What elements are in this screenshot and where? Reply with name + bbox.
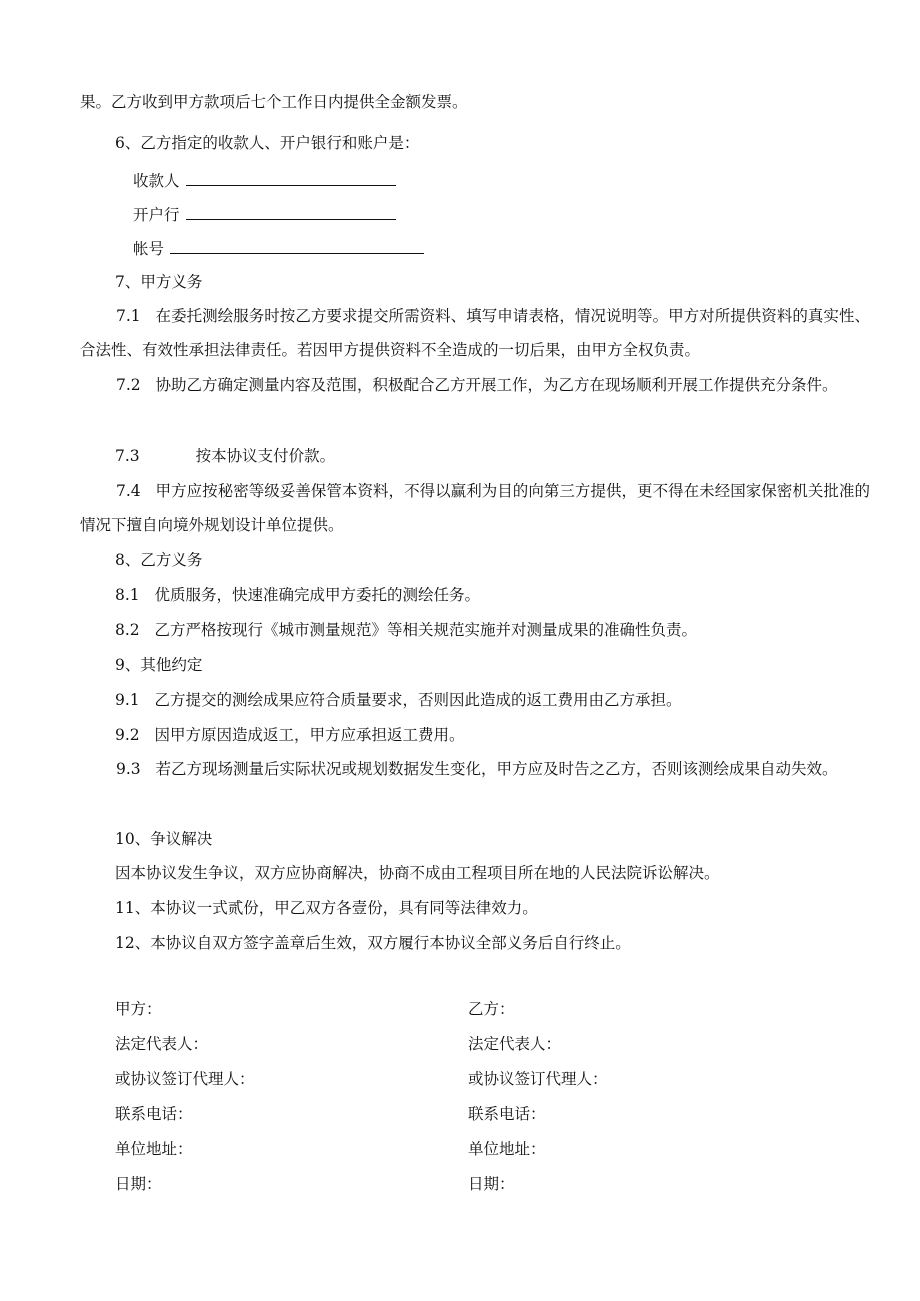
section-7-title: 7、甲方义务: [115, 273, 203, 291]
party-b-address: 单位地址：: [468, 1140, 546, 1158]
clause-7-2-text: 协助乙方确定测量内容及范围，积极配合乙方开展工作，为乙方在现场顺利开展工作提供充分条件。: [155, 376, 838, 394]
party-a-agent: 或协议签订代理人：: [115, 1070, 255, 1088]
section-6-title: 6、乙方指定的收款人、开户银行和账户是：: [115, 134, 420, 152]
party-a-date: 日期：: [115, 1175, 162, 1193]
clause-9-3-text: 若乙方现场测量后实际状况或规划数据发生变化，甲方应及时告之乙方，否则该测绘成果自动失效。: [155, 760, 838, 778]
clause-7-2: [80, 368, 870, 402]
section-9-title: 9、其他约定: [115, 656, 203, 674]
account-row: [133, 237, 424, 259]
clause-8-2: [115, 620, 697, 640]
bank-label: 开户行: [133, 206, 180, 224]
payee-label: 收款人: [133, 172, 180, 190]
clause-7-4: [80, 474, 870, 542]
party-a-phone: 联系电话：: [115, 1105, 193, 1123]
clause-7-1: [80, 299, 870, 367]
section-8-title: 8、乙方义务: [115, 551, 203, 569]
party-b-rep: 法定代表人：: [468, 1035, 562, 1053]
clause-7-1-text: 在委托测绘服务时按乙方要求提交所需资料、填写申请表格，情况说明等。甲方对所提供资料的真实性、合法性、有效性承担法律责任。若因甲方提供资料不全造成的一切后果，由甲方全权负责。: [80, 307, 871, 359]
clause-8-1: [115, 585, 480, 605]
section-12-text: 12、本协议自双方签字盖章后生效，双方履行本协议全部义务后自行终止。: [115, 934, 631, 952]
payee-blank[interactable]: [186, 169, 396, 186]
clause-7-3-num: 7.3: [115, 447, 140, 465]
bank-row: [133, 203, 396, 225]
clause-9-2: [115, 725, 464, 745]
section-10-title: 10、争议解决: [115, 830, 213, 848]
clause-7-3-text: 按本协议支付价款。: [195, 447, 336, 465]
party-b-date: 日期：: [468, 1175, 515, 1193]
account-label: 帐号: [133, 240, 165, 258]
clause-8-2-num: 8.2: [115, 621, 140, 639]
clause-8-1-num: 8.1: [115, 586, 140, 604]
clause-7-1-num: 7.1: [116, 307, 141, 325]
clause-9-3: [80, 752, 870, 786]
account-blank[interactable]: [170, 237, 424, 254]
clause-7-2-num: 7.2: [116, 376, 141, 394]
party-a-address: 单位地址：: [115, 1140, 193, 1158]
continuation-text: 果。乙方收到甲方款项后七个工作日内提供全金额发票。: [80, 93, 468, 111]
payee-row: [133, 169, 396, 191]
party-a-name: 甲方：: [115, 1000, 162, 1018]
party-a-rep: 法定代表人：: [115, 1035, 209, 1053]
clause-9-2-text: 因甲方原因造成返工，甲方应承担返工费用。: [154, 726, 465, 744]
clause-9-1: [115, 690, 681, 710]
clause-8-2-text: 乙方严格按现行《城市测量规范》等相关规范实施并对测量成果的准确性负责。: [154, 621, 697, 639]
party-b-name: 乙方：: [468, 1000, 515, 1018]
clause-8-1-text: 优质服务，快速准确完成甲方委托的测绘任务。: [154, 586, 480, 604]
clause-7-3: [115, 446, 335, 466]
clause-9-1-num: 9.1: [115, 691, 140, 709]
section-11-text: 11、本协议一式贰份，甲乙双方各壹份，具有同等法律效力。: [115, 899, 538, 917]
clause-9-3-num: 9.3: [116, 760, 141, 778]
clause-7-4-num: 7.4: [116, 482, 141, 500]
party-b-agent: 或协议签订代理人：: [468, 1070, 608, 1088]
section-10-text: 因本协议发生争议，双方应协商解决，协商不成由工程项目所在地的人民法院诉讼解决。: [115, 864, 720, 882]
clause-9-2-num: 9.2: [115, 726, 140, 744]
party-b-phone: 联系电话：: [468, 1105, 546, 1123]
clause-9-1-text: 乙方提交的测绘成果应符合质量要求，否则因此造成的返工费用由乙方承担。: [154, 691, 682, 709]
bank-blank[interactable]: [186, 203, 396, 220]
clause-7-4-text: 甲方应按秘密等级妥善保管本资料，不得以赢利为目的向第三方提供，更不得在未经国家保密机关批准的情况下擅自向境外规划设计单位提供。: [80, 482, 871, 534]
